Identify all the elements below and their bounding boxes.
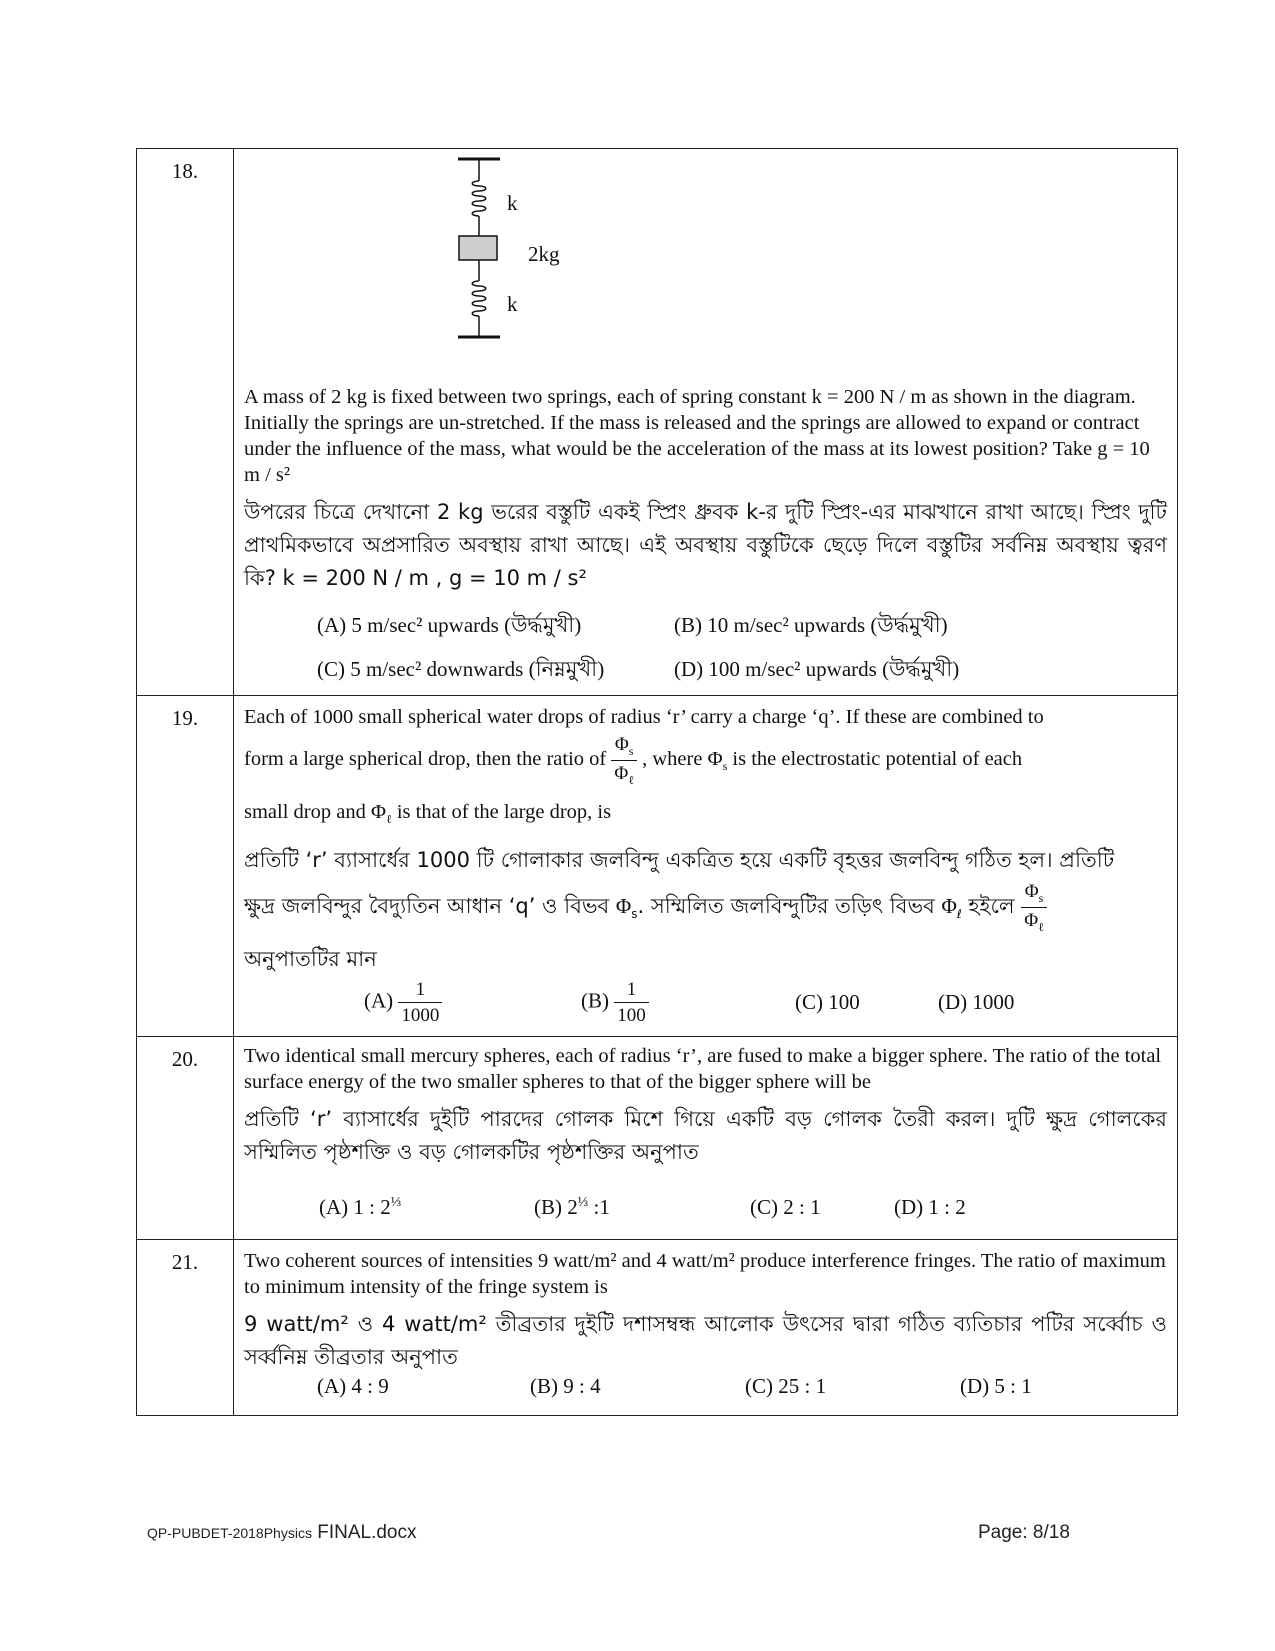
question-20-row [137,1037,1178,1240]
question-text-english: Two coherent sources of intensities 9 watt/m² and 4 watt/m² produce interference fringes. The ratio of maximum to minimum intensity of the fringe system is [244,1250,1166,1298]
text-fragment: ক্ষুদ্র জলবিন্দুর বৈদ্যুতিন আধান ‘q’ ও বিভব [244,894,610,919]
question-text-english-line3 [244,799,1167,832]
option-text: (A) 1 : 2 [319,1195,391,1219]
question-21-row [137,1240,1178,1416]
question-number: 21. [137,1240,234,1416]
mass-label: 2kg [528,242,560,266]
option-a: (A) 5 m/sec² upwards (উর্দ্ধমুখী) [317,613,582,637]
subscript-s: s [628,743,634,758]
phi-symbol: Φ [1024,909,1039,931]
option-b [534,1195,610,1220]
subscript-l: ℓ [1038,919,1044,934]
text-fragment: is that of the large drop, is [396,801,612,824]
phi-symbol: Φ [370,801,386,824]
spring-bottom-label: k [507,292,518,316]
option-b: (B) 9 : 4 [530,1374,601,1398]
phi-symbol: Φ [941,894,957,919]
options [244,1374,1167,1410]
option-b [581,980,649,1025]
option-label: (A) [364,988,394,1013]
exponent: ⅓ [577,1195,589,1210]
question-18-row [137,149,1178,696]
option-b: (B) 10 m/sec² upwards (উর্দ্ধমুখী) [674,613,948,637]
phi-symbol: Φ [615,894,632,919]
question-number: 18. [137,149,234,696]
subscript-s: s [722,759,728,774]
option-d: (D) 1 : 2 [894,1195,966,1219]
text-fragment: form a large spherical drop, then the ratio of [244,748,607,770]
question-number: 19. [137,696,234,1037]
options [244,976,1167,1032]
text-fragment: হইলে [968,894,1015,919]
option-text: (B) 2 [534,1195,578,1219]
question-text-bengali-line2 [244,877,1167,943]
text-fragment: is the electrostatic potential of each [732,748,1023,770]
option-fraction [614,980,649,1025]
option-a [319,1195,401,1220]
question-text-english: Two identical small mercury spheres, each of radius ‘r’, are fused to make a bigger sphere. The ratio of the total surface energy of the two smaller spheres to that of the bigger sphere will be [244,1045,1162,1093]
options [244,603,1167,695]
question-text-bengali: প্রতিটি ‘r’ ব্যাসার্ধের দুইটি পারদের গোলক মিশে গিয়ে একটি বড় গোলক তৈরী করল। দুটি ক্ষুদ্র গোলকের সম্মিলিত পৃষ্ঠশক্তি ও বড় গোলকটির পৃষ্ঠশক্তির অনুপাত [244,1107,1167,1164]
subscript-l: ℓ [628,772,634,787]
option-c: (C) 25 : 1 [745,1374,827,1398]
option-fraction [398,980,442,1025]
phi-ratio-fraction [611,735,637,786]
option-d: (D) 5 : 1 [960,1374,1032,1398]
text-fragment: . সম্মিলিত জলবিন্দুটির তড়িৎ বিভব [637,894,935,919]
subscript-l: ℓ [956,907,962,922]
option-a: (A) 4 : 9 [317,1374,389,1398]
spring-top-label: k [507,191,518,215]
phi-symbol: Φ [614,762,629,784]
text-fragment: , where [642,748,703,770]
question-table [136,148,1178,1416]
option-d: (D) 100 m/sec² upwards (উর্দ্ধমুখী) [674,657,960,681]
subscript-s: s [1038,890,1044,905]
question-body [234,1037,1178,1240]
option-d: (D) 1000 [938,990,1015,1015]
text-fragment: small drop and [244,801,366,824]
question-text-english-line2 [244,734,1167,791]
option-c: (C) 5 m/sec² downwards (নিম্নমুখী) [317,657,605,681]
phi-symbol: Φ [1024,880,1039,902]
option-a [364,980,442,1025]
question-text-bengali-line3: অনুপাতটির মান [244,947,377,972]
question-19-row [137,696,1178,1037]
footer-filename-prefix: QP-PUBDET-2018Physics [147,1525,312,1541]
numerator: 1 [398,980,442,1003]
question-text-bengali: উপরের চিত্রে দেখানো 2 kg ভরের বস্তুটি একই স্প্রিং ধ্রুবক k-র দুটি স্প্রিং-এর মাঝখানে রাখা আছে। স্প্রিং দুটি প্রাথমিকভাবে অপ্রসারিত অবস্থায় রাখা আছে। এই অবস্থায় বস্তুটিকে ছেড়ে দিলে বস্তুটির সর্বনিম্ন অবস্থায় ত্বরণ কি? k = 200 N / m , g = 10 m / s² [244,500,1167,590]
option-text: :1 [588,1195,610,1219]
denominator: 1000 [401,1005,440,1027]
phi-ratio-fraction [1021,882,1047,933]
options [244,1177,1167,1237]
subscript-l: ℓ [385,812,392,827]
phi-symbol: Φ [707,748,723,770]
numerator: 1 [614,980,649,1003]
footer-filename-suffix: FINAL.docx [311,1522,417,1543]
question-text-english-line1: Each of 1000 small spherical water drops of radius ‘r’ carry a charge ‘q’. If these are combined to [244,706,1044,728]
question-body [234,149,1178,696]
question-number: 20. [137,1037,234,1240]
denominator: 100 [617,1005,646,1027]
footer-filename [147,1522,417,1544]
spring-mass-diagram [244,149,1167,384]
subscript-s: s [631,907,638,922]
exponent: ⅓ [390,1195,402,1210]
question-body [234,1240,1178,1416]
page-number: Page: 8/18 [978,1522,1070,1543]
option-c: (C) 2 : 1 [750,1195,821,1219]
question-text-english: A mass of 2 kg is fixed between two springs, each of spring constant k = 200 N / m as shown in the diagram. Initially the springs are un-stretched. If the mass is released and the springs are allowed to expand or contract under the influence of the mass, what would be the acceleration of the mass at its lowest position? Take g = 10 m / s² [244,386,1150,486]
option-c: (C) 100 [795,990,860,1015]
option-label: (B) [581,988,609,1013]
phi-symbol: Φ [614,734,629,755]
question-text-bengali-line1: প্রতিটি ‘r’ ব্যাসার্ধের 1000 টি গোলাকার জলবিন্দু একত্রিত হয়ে একটি বৃহত্তর জলবিন্দু গঠিত হল। প্রতিটি [244,848,1115,873]
question-text-bengali: 9 watt/m² ও 4 watt/m² তীব্রতার দুইটি দশাসম্বন্ধ আলোক উৎসের দ্বারা গঠিত ব্যতিচার পটির সর্ব্বোচ ও সর্ব্বনিম্ন তীব্রতার অনুপাত [244,1312,1167,1369]
question-body [234,696,1178,1037]
